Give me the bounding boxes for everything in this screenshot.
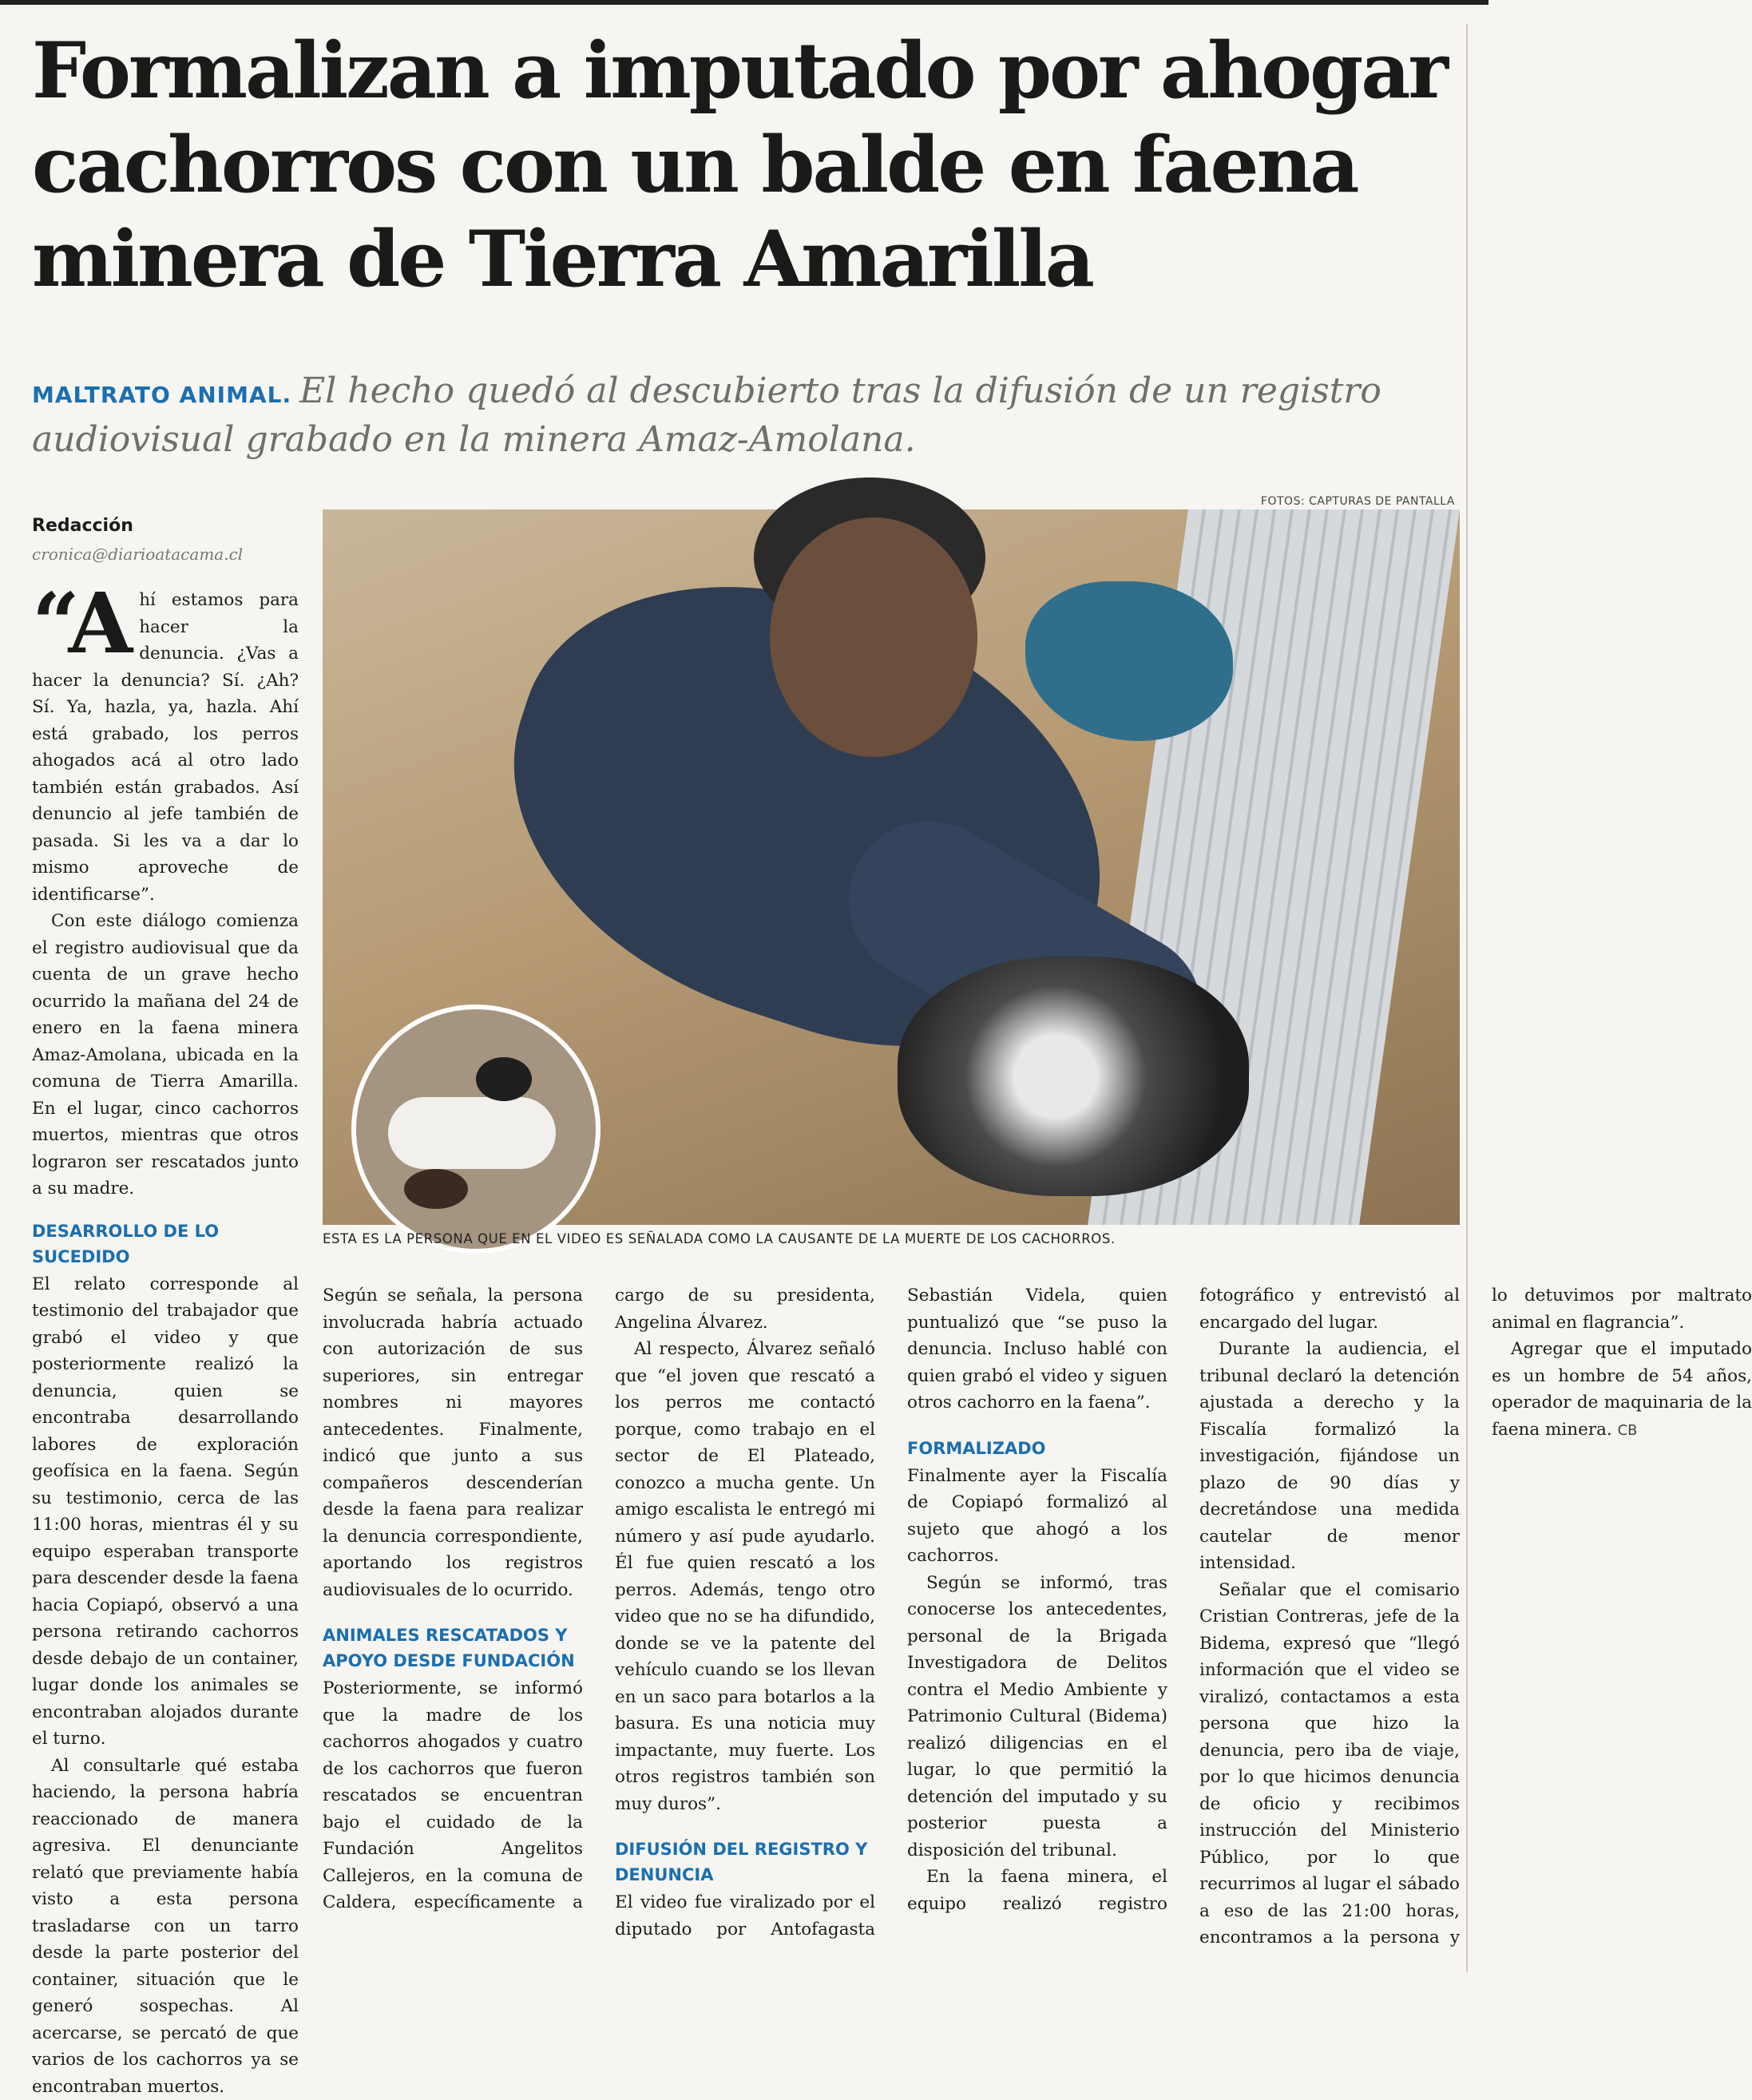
end-mark: CB bbox=[1618, 1422, 1638, 1439]
inset-photo bbox=[351, 1004, 601, 1254]
deck-text: El hecho quedó al descubierto tras la difusión de un registro audiovisual grabado en la minera Amaz-Amolana. bbox=[32, 370, 1381, 460]
body-paragraph: Según se señala, la persona involucrada habría actuado con autorización de sus superiores, sin entregar nombres ni mayores antecedentes. Finalmente, indicó que junto a sus compañeros descenderían desde la faena para realizar la denuncia correspondiente, aportando los registros audiovisuales de lo ocurrido. bbox=[323, 1282, 583, 1603]
headline: Formalizan a imputado por ahogar cachorros con un balde en faena minera de Tierra Amarilla bbox=[32, 24, 1461, 307]
body-paragraph: Al respecto, Álvarez señaló que “el joven que rescató a los perros me contactó porque, como trabajo en el sector de El Plateado, conozco a mucha gente. Un amigo escalista le entregó mi número y así pude ayudarlo. Él fue quien rescató a los perros. Además, tengo otro video que no se ha difundido, donde se ve la patente del vehículo cuando se los llevan en un saco para botarlos a la basura. Es una noticia muy impactante, muy fuerte. Los otros registros también son muy duros”. bbox=[615, 1336, 875, 1817]
lead-text: hí estamos para hacer la denuncia. ¿Vas a hacer la denuncia? Sí. ¿Ah? Sí. Ya, hazla, ya, hazla. Ahí está grabado, los perros ahogados acá al otro lado también están grabados. Así denuncio al jefe también de pasada. Si les va a dar lo mismo aproveche de identificarse”. bbox=[32, 590, 299, 905]
body-paragraph: El video fue viralizado por el diputado por Antofagasta Sebastián Videla, quien puntualizó que “se puso la denuncia. Incluso hablé con quien grabó el video y siguen otros cachorro en la faena”. bbox=[615, 1282, 1167, 1969]
deck bbox=[32, 369, 1461, 462]
body-paragraph: El relato corresponde al testimonio del trabajador que grabó el video y que posteriormente realizó la denuncia, quien se encontraba desarrollando labores de exploración geofísica en la faena. Según su testimonio, cerca de las 11:00 horas, mientras él y su equipo esperaban transporte para descender desde la faena hacia Copiapó, observó a una persona retirando cachorros desde debajo de un container, lugar donde los animales se encontraban alojados durante el turno. bbox=[32, 1271, 299, 1753]
photo-head bbox=[770, 517, 977, 757]
body-paragraph: Al consultarle qué estaba haciendo, la persona habría reaccionado de manera agresiva. El denunciante relató que previamente había visto a esta persona trasladarse con un tarro desde la parte posterior del container, situación que le generó sospechas. Al acercarse, se percató de que varios de los cachorros ya se encontraban muertos. bbox=[32, 1753, 299, 2100]
body-paragraph: Señalar que el comisario Cristian Contreras, jefe de la Bidema, expresó que “llegó información que el video se viralizó, contactamos a esta persona que hizo la denuncia, pero iba de viaje, por lo que hicimos denuncia de oficio y recibimos instrucción del Ministerio Público, por lo que recurrimos al lugar el sábado a eso de las 21:00 horas, encontramos a la persona y lo detuvimos por maltrato animal en flagrancia”. bbox=[1199, 1282, 1752, 1969]
photo-blanket bbox=[1025, 581, 1233, 741]
byline-name: Redacción bbox=[32, 513, 299, 540]
photo-credit: FOTOS: CAPTURAS DE PANTALLA bbox=[1261, 495, 1455, 508]
body-paragraph bbox=[1492, 1336, 1752, 1444]
left-column bbox=[32, 513, 299, 1969]
body-paragraph: En la faena minera, el equipo realizó registro fotográfico y entrevistó al encargado del lugar. bbox=[907, 1282, 1460, 1969]
drop-cap: “A bbox=[32, 592, 133, 656]
inset-dog-spot bbox=[476, 1057, 532, 1101]
subhead-desarrollo: DESARROLLO DE LO SUCEDIDO bbox=[32, 1218, 299, 1270]
body-columns bbox=[323, 1282, 1460, 1969]
lead-paragraph bbox=[32, 587, 299, 908]
inset-puppy bbox=[404, 1169, 468, 1209]
body-paragraph: Posteriormente, se informó que la madre de los cachorros ahogados y cuatro de los cachorros que fueron rescatados se encuentran bajo el cuidado de la Fundación Angelitos Callejeros, en la comuna de Caldera, específicamente a cargo de su presidenta, Angelina Álvarez. bbox=[323, 1282, 875, 1969]
body-paragraph: Durante la audiencia, el tribunal declaró la detención ajustada a derecho y la Fiscalía formalizó la investigación, fijándose un plazo de 90 días y decretándose una medida cautelar de menor intensidad. bbox=[1199, 1336, 1460, 1577]
body-paragraph: Según se informó, tras conocerse los antecedentes, personal de la Brigada Investigadora de Delitos contra el Medio Ambiente y Patrimonio Cultural (Bidema) realizó diligencias en el lugar, lo que permitió la detención del imputado y su posterior puesta a disposición del tribunal. bbox=[907, 1570, 1167, 1864]
subhead-animales: ANIMALES RESCATADOS Y APOYO DESDE FUNDACIÓN bbox=[323, 1623, 583, 1674]
photo-puppies bbox=[898, 957, 1249, 1196]
lead-paragraph-2: Con este diálogo comienza el registro audiovisual que da cuenta de un grave hecho ocurrido la mañana del 24 de enero en la faena minera Amaz-Amolana, ubicada en la comuna de Tierra Amarilla. En el lugar, cinco cachorros muertos, mientras que otros lograron ser rescatados junto a su madre. bbox=[32, 908, 299, 1203]
body-paragraph: Finalmente ayer la Fiscalía de Copiapó formalizó al sujeto que ahogó a los cachorros. bbox=[907, 1463, 1167, 1570]
subhead-formalizado: FORMALIZADO bbox=[907, 1436, 1167, 1461]
photo-caption: ESTA ES LA PERSONA QUE EN EL VIDEO ES SEÑALADA COMO LA CAUSANTE DE LA MUERTE DE LOS CACHORROS. bbox=[323, 1231, 1460, 1246]
byline-email: cronica@diarioatacama.cl bbox=[32, 541, 299, 569]
inset-dog bbox=[388, 1097, 556, 1169]
top-rule bbox=[0, 0, 1488, 5]
closing-text: Agregar que el imputado es un hombre de 54 años, operador de maquinaria de la faena minera. bbox=[1492, 1339, 1752, 1440]
column-rule bbox=[1466, 24, 1468, 1972]
subhead-difusion: DIFUSIÓN DEL REGISTRO Y DENUNCIA bbox=[615, 1837, 875, 1888]
kicker: MALTRATO ANIMAL. bbox=[32, 382, 291, 408]
